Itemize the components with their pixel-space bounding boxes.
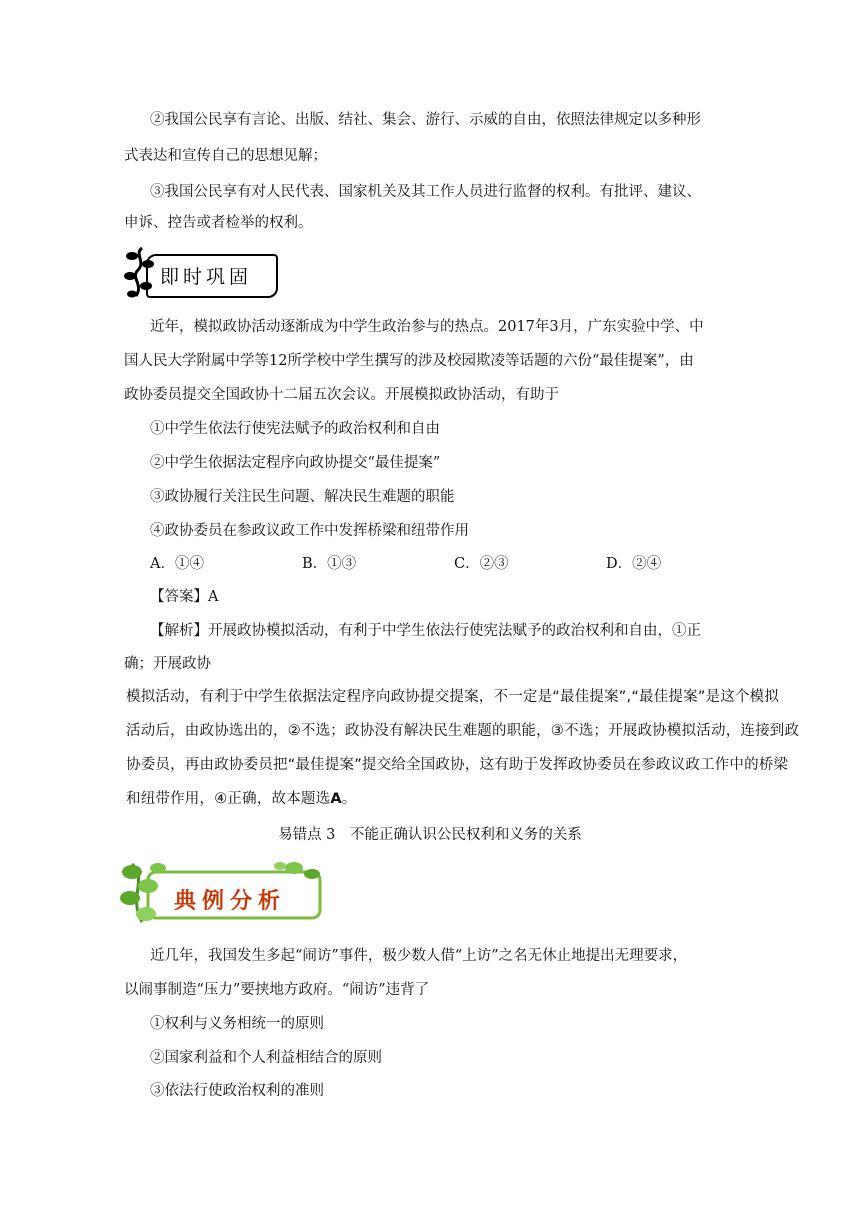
exercise-item-1: ①中学生依法行使宪法赋予的政治权利和自由 [150,421,440,437]
option-a: A．①④ [150,556,204,572]
consolidate-banner [120,244,280,300]
analysis-line-5: 协委员，再由政协委员把“最佳提案”提交给全国政协，这有助于发挥政协委员在参政议政工作中的桥梁 [126,757,789,773]
exercise-stem-3: 政协委员提交全国政协十二届五次会议。开展模拟政协活动，有助于 [124,387,559,403]
example-item-1: ①权利与义务相统一的原则 [150,1016,324,1032]
analysis-line-4: 活动后，由政协选出的，②不选；政协没有解决民生难题的职能，③不选；开展政协模拟活动，连接到政 [126,723,800,739]
consolidate-banner-label: 即时巩固 [160,266,253,288]
example-stem-2: 以闹事制造“压力”要挟地方政府。“闹访”违背了 [124,982,430,998]
analysis-line-6: 和纽带作用，④正确，故本题选A。 [126,791,357,807]
intro-line-2b: 式表达和宣传自己的思想见解； [124,148,327,164]
exercise-item-4: ④政协委员在参政议政工作中发挥桥梁和纽带作用 [150,523,469,539]
exercise-item-2: ②中学生依据法定程序向政协提交“最佳提案” [150,455,441,471]
option-c: C．②③ [454,556,509,572]
exercise-options [150,554,770,574]
intro-line-3b: 申诉、控告或者检举的权利。 [124,215,313,231]
section-title: 易错点 3 不能正确认识公民权利和义务的关系 [278,827,582,843]
example-item-2: ②国家利益和个人利益相结合的原则 [150,1050,382,1066]
analysis-line-3: 模拟活动，有利于中学生依据法定程序向政协提交提案，不一定是“最佳提案”,“最佳提案”是这个模拟 [126,689,780,705]
exercise-stem-2: 国人民大学附属中学等12所学校中学生撰写的涉及校园欺凌等话题的六份“最佳提案”，由 [124,353,694,369]
option-d: D．②④ [606,556,662,572]
intro-line-2a: ②我国公民享有言论、出版、结社、集会、游行、示威的自由，依照法律规定以多种形 [150,112,701,128]
example-banner [118,858,328,928]
example-item-3: ③依法行使政治权利的准则 [150,1083,324,1099]
analysis-line-1: 【解析】开展政协模拟活动，有利于中学生依法行使宪法赋予的政治权利和自由，①正 [150,623,701,639]
example-banner-label: 典例分析 [174,889,287,914]
exercise-stem-1: 近年，模拟政协活动逐渐成为中学生政治参与的热点。2017年3月，广东实验中学、中 [150,319,704,335]
example-stem-1: 近几年，我国发生多起“闹访”事件，极少数人借“上访”之名无休止地提出无理要求， [150,948,688,964]
analysis-line-2: 确；开展政协 [124,656,211,672]
exercise-answer: 【答案】A [150,589,219,605]
intro-line-3a: ③我国公民享有对人民代表、国家机关及其工作人员进行监督的权利。有批评、建议、 [150,184,701,200]
option-b: B．①③ [302,556,357,572]
exercise-item-3: ③政协履行关注民生问题、解决民生难题的职能 [150,489,455,505]
